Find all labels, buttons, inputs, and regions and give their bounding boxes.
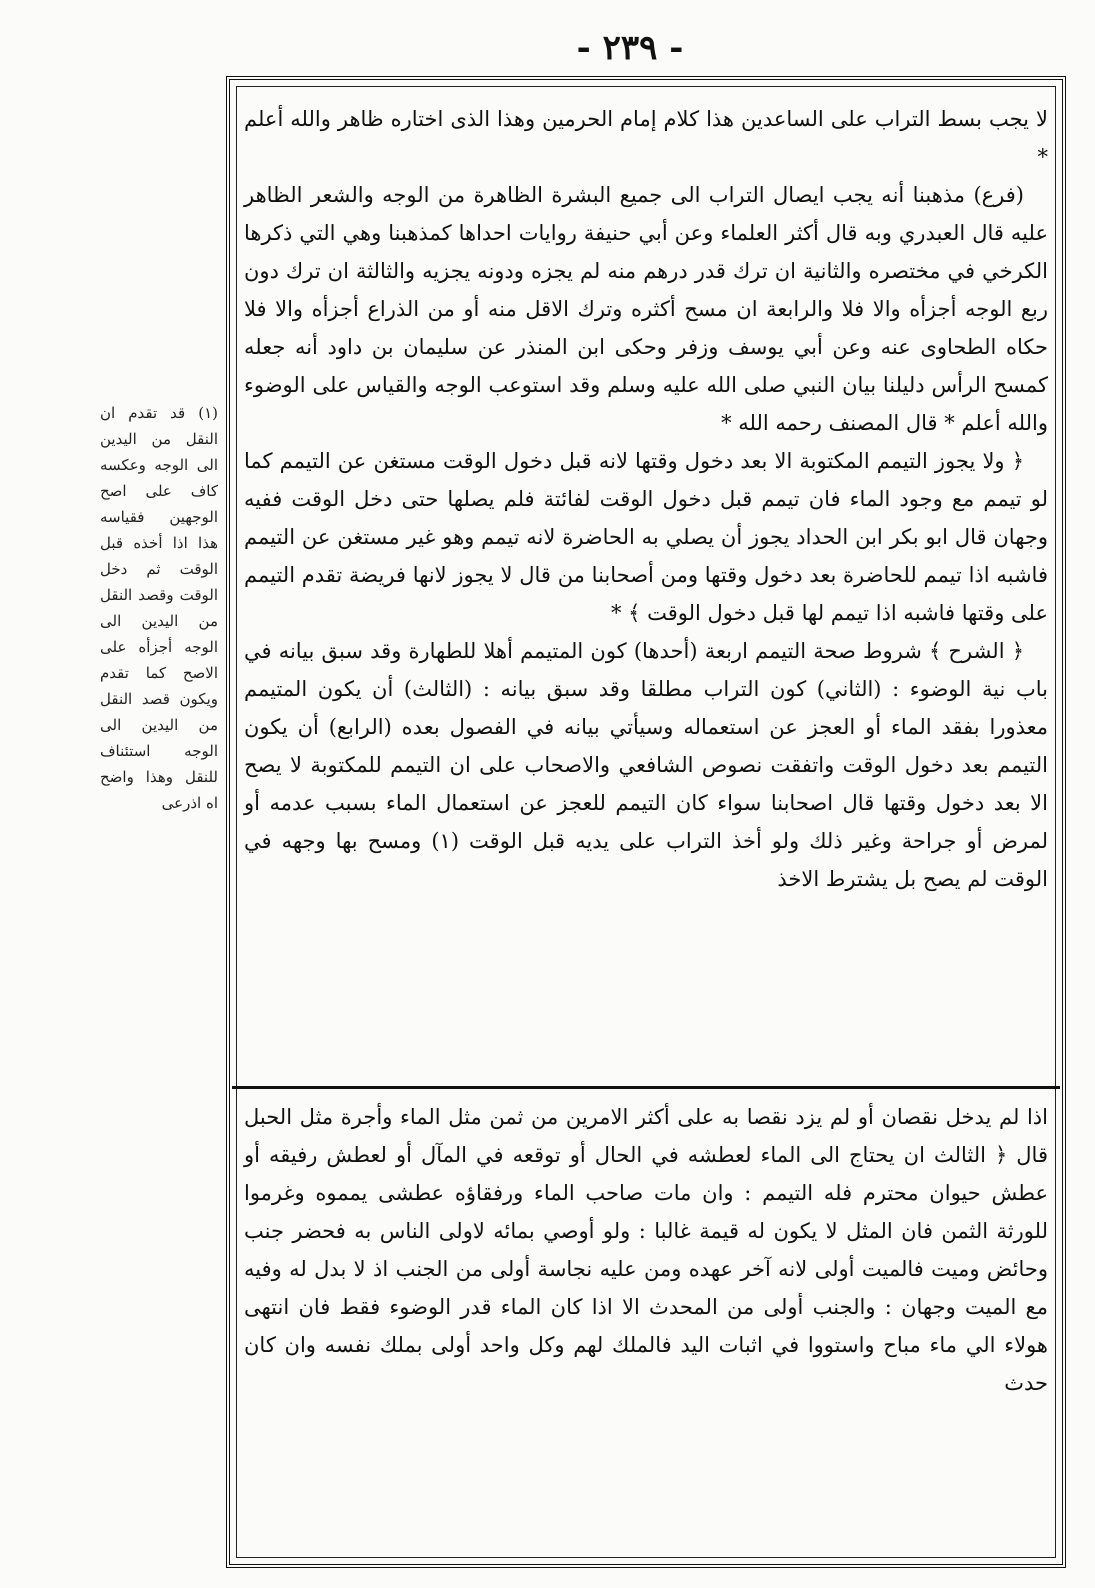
divider (232, 1086, 1060, 1089)
paragraph: (فرع) مذهبنا أنه يجب ايصال التراب الى جميع البشرة الظاهرة من الوجه والشعر الظاهر عليه قال العبدري وبه قال أكثر العلماء وعن أبي حنيفة روايات احداها كمذهبنا وهي التي ذكرها الكرخي في مختصره والثانية ان ترك قدر درهم منه لم يجزه ودونه يجزيه والثالثة ان ترك دون ربع الوجه أجزأه والا فلا والرابعة ان مسح أكثره وترك الاقل منه أو من الذراع أجزأه والا فلا حكاه الطحاوى عنه وعن أبي يوسف وزفر وحكى ابن المنذر عن سليمان بن داود أنه جعله كمسح الرأس دليلنا بيان النبي صلى الله عليه وسلم وقد استوعب الوجه والقياس على الوضوء والله أعلم * قال المصنف رحمه الله * (244, 183, 1048, 435)
paragraph: ﴿ الشرح ﴾ شروط صحة التيمم اربعة (أحدها) كون المتيمم أهلا للطهارة وقد سبق بيانه في باب نية الوضوء : (الثاني) كون التراب مطلقا وقد سبق بيانه : (الثالث) أن يكون المتيمم معذورا بفقد الماء أو العجز عن استعماله وسيأتي بيانه في الفصول بعده (الرابع) أن يكون التيمم بعد دخول الوقت واتفقت نصوص الشافعي والاصحاب على ان التيمم للمكتوبة لا يصح الا بعد دخول وقتها قال اصحابنا سواء كان التيمم للعجز عن استعمال الماء بسبب عدمه أو لمرض أو جراحة وغير ذلك ولو أخذ التراب على يديه قبل الوقت (١) ومسح بها وجهه في الوقت لم يصح بل يشترط الاخذ (244, 639, 1048, 891)
paragraph: ﴿ ولا يجوز التيمم المكتوبة الا بعد دخول وقتها لانه قبل دخول الوقت مستغن عن التيمم كما لو تيمم مع وجود الماء فان تيمم قبل دخول الوقت لفائتة فلم يصلها حتى دخل الوقت ففيه وجهان قال ابو بكر ابن الحداد يجوز أن يصلي به الحاضرة لانه تيمم وهو غير مستغن عن التيمم فاشبه اذا تيمم للحاضرة بعد دخول وقتها ومن أصحابنا من قال لا يجوز لانها فريضة تقدم التيمم على وقتها فاشبه اذا تيمم لها قبل دخول الوقت ﴾ * (244, 449, 1048, 625)
paragraph: اذا لم يدخل نقصان أو لم يزد نقصا به على أكثر الامرين من ثمن مثل الماء وأجرة مثل الحبل قال ﴿ الثالث ان يحتاج الى الماء لعطشه في الحال أو توقعه في المآل أو لعطش رفيقه أو عطش حيوان محترم فله التيمم : وان مات صاحب الماء ورفقاؤه عطشى يمموه وغرموا للورثة الثمن فان المثل لا يكون له قيمة غالبا : ولو أوصي بمائه لاولى الناس به فحضر جنب وحائض وميت فالميت أولى لانه آخر عهده ومن عليه نجاسة أولى من الجنب اذ لا بدل له وفيه مع الميت وجهان : والجنب أولى من المحدث الا اذا كان الماء قدر الوضوء فقط فان انتهى هولاء الي ماء مباح واستووا في اثبات اليد فالملك لهم وكل واحد أولى بملك نفسه وان كان حدث (244, 1105, 1049, 1395)
page-number: - ٢٣٩ - (576, 28, 684, 68)
lower-text (236, 1098, 1056, 1548)
main-text (236, 100, 1056, 1080)
margin-note: (١) قد تقدم ان النقل من اليدين الى الوجه وعكسه كاف على اصح الوجهين فقياسه هذا اذا أخذه قبل الوقت ثم دخل الوقت وقصد النقل من اليدين الى الوجه أجزأه على الاصح كما تقدم ويكون قصد النقل من اليدين الى الوجه استئناف للنقل وهذا واضح اه اذرعى (100, 404, 218, 812)
paragraph: لا يجب بسط التراب على الساعدين هذا كلام إمام الحرمين وهذا الذى اختاره ظاهر والله أعلم * (244, 107, 1048, 169)
